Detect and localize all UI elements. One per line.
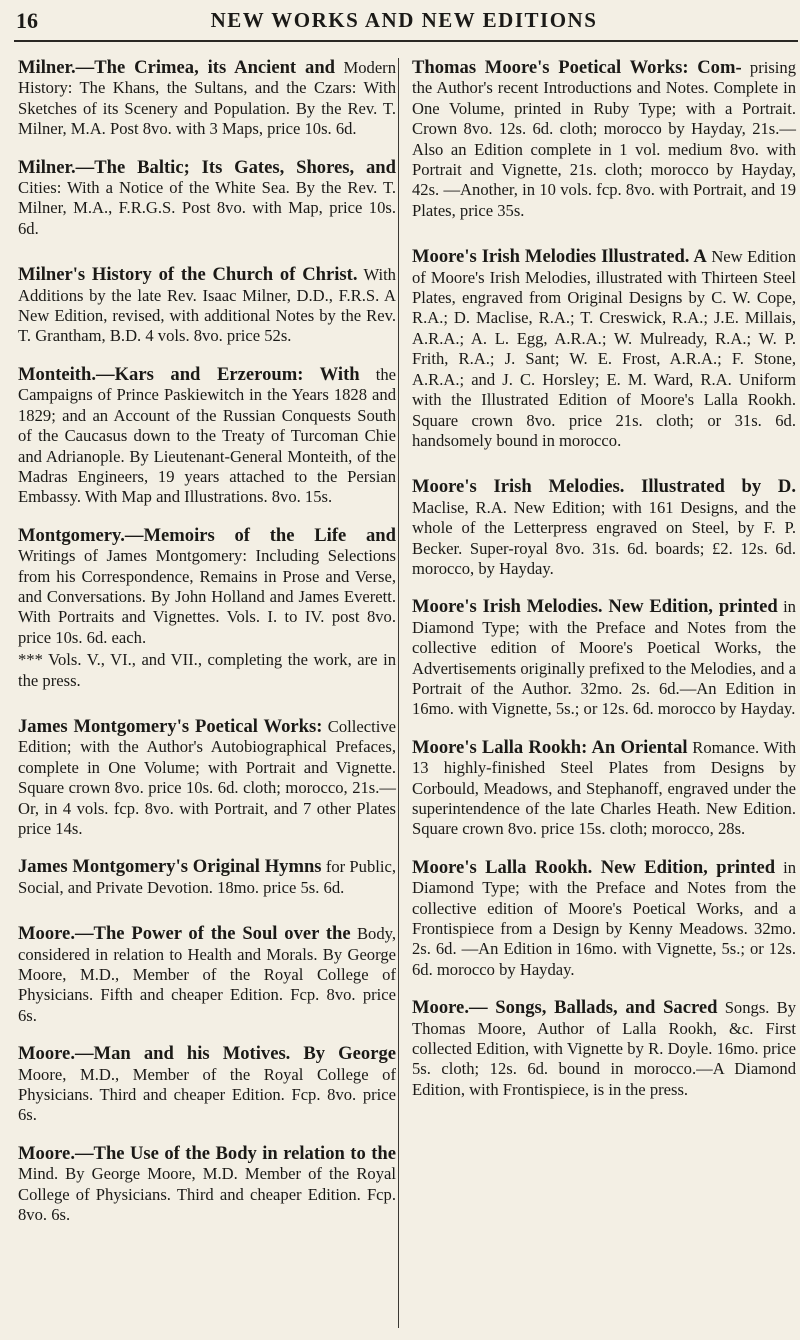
column-divider: [398, 58, 399, 1328]
entry-body: for Public, Social, and Private Devotion. 18mo. price 5s. 6d.: [18, 857, 396, 897]
catalogue-entry: [18, 365, 396, 508]
entry-head: Milner's History of the Church of Christ.: [18, 264, 358, 286]
entry-head: Thomas Moore's Poetical Works: Com-: [412, 57, 742, 78]
catalogue-entry: [412, 247, 796, 451]
catalogue-entry: [412, 58, 796, 221]
catalogue-entry: [18, 857, 396, 898]
entry-head: Moore's Irish Melodies. Illustrated by D.: [412, 476, 796, 498]
entry-body: Collective Edition; with the Author's Autobiographical Prefaces, complete in One Volume; with Portrait and Vignette. Square crown 8vo. price 10s. 6d. cloth; morocco, 21s.—Or, in 4 vols. fcp. 8vo. with Portrait, and 7 other Plates price 14s.: [18, 716, 396, 838]
entry-body: the Campaigns of Prince Paskiewitch in the Years 1828 and 1829; and an Account of the Russian Conquests South of the Caucasus down to the Treaty of Turcoman Chie and Adrianople. By Lieutenant-General Monteith, of the Madras Engineers, 19 years attached to the Persian Embassy. With Map and Illustrations. 8vo. 15s.: [18, 364, 396, 507]
catalogue-entry: [18, 265, 396, 347]
entry-body: New Edition of Moore's Irish Melodies, illustrated with Thirteen Steel Plates, engraved from Original Designs by C. W. Cope, R.A.; D. Maclise, R.A.; T. Creswick, R.A.; J.E. Millais, A.R.A.; A. L. Egg, A.R.A.; W. Mulready, R.A.; W. P. Frith, R.A.; J. Sant; W. E. Frost, A.R.A.; F. Stone, A.R.A.; and J. C. Horsley; E. M. Ward, R.A. Uniform with the Illustrated Edition of Moore's Lalla Rookh. Square crown 8vo. price 21s. cloth; or 31s. 6d. handsomely bound in morocco.: [412, 247, 796, 450]
running-title: NEW WORKS AND NEW EDITIONS: [210, 8, 598, 32]
entry-head: Milner.—The Baltic; Its Gates, Shores, and: [18, 156, 396, 178]
catalogue-entry: [412, 477, 796, 579]
left-column: [18, 58, 396, 1244]
catalogue-entry: [18, 526, 396, 691]
entry-body: Romance. With 13 highly-finished Steel Plates from Designs by Corbould, Meadows, and Stephanoff, engraved under the superintendence of the late Charles Heath. New Edition. Square crown 8vo. price 15s. cloth; morocco, 28s.: [412, 737, 796, 839]
catalogue-entry: [18, 924, 396, 1026]
catalogue-entry: [18, 717, 396, 839]
entry-head: Moore's Lalla Rookh. New Edition, printed: [412, 856, 776, 878]
entry-body: prising the Author's recent Introductions and Notes. Complete in One Volume, printed in Ruby Type; with a Portrait. Crown 8vo. 12s. 6d. cloth; morocco by Hayday, 21s.—Also an Edition complete in 1 vol. medium 8vo. with Portrait and Vignette, 21s. cloth; morocco by Hayday, 42s. —Another, in 10 vols. fcp. 8vo. with Portrait, and 19 Plates, price 35s.: [412, 58, 796, 220]
entry-body: Moore, M.D., Member of the Royal College of Physicians. Third and cheaper Edition. Fcp. 8vo. price 6s.: [18, 1064, 396, 1125]
entry-head: Moore.—Man and his Motives. By George: [18, 1043, 396, 1065]
entry-body: Songs. By Thomas Moore, Author of Lalla Rookh, &c. First collected Edition, with Vignette by R. Doyle. 16mo. price 5s. cloth; 12s. 6d. bound in morocco.—A Diamond Edition, with Frontispiece, is in the press.: [412, 998, 796, 1099]
page-number: 16: [16, 8, 38, 33]
entry-head: Moore.— Songs, Ballads, and Sacred: [412, 997, 718, 1019]
entry-head: Moore's Irish Melodies Illustrated. A: [412, 246, 707, 268]
entry-body: With Additions by the late Rev. Isaac Milner, D.D., F.R.S. A New Edition, revised, with additional Notes by the Rev. T. Grantham, B.D. 4 vols. 8vo. price 52s.: [18, 265, 396, 346]
entry-body: Writings of James Montgomery: Including Selections from his Correspondence, Remains in Prose and Verse, and Conversations. By John Holland and James Everett. With Portraits and Vignettes. Vols. I. to IV. post 8vo. price 10s. 6d. each.: [18, 546, 396, 647]
entry-head: Moore's Lalla Rookh: An Oriental: [412, 736, 688, 758]
header-rule: [14, 40, 798, 42]
entry-head: Moore.—The Power of the Soul over the: [18, 923, 351, 945]
catalogue-entry: [18, 158, 396, 240]
entry-head: Montgomery.—Memoirs of the Life and: [18, 524, 396, 546]
entry-body: Body, considered in relation to Health and Morals. By George Moore, M.D., Member of the Royal College of Physicians. Fifth and cheaper Edition. Fcp. 8vo. price 6s.: [18, 924, 396, 1025]
running-header: [14, 4, 794, 36]
entry-body: Mind. By George Moore, M.D. Member of the Royal College of Physicians. Third and cheaper Edition. Fcp. 8vo. 6s.: [18, 1164, 396, 1225]
catalogue-entry: [412, 858, 796, 980]
catalogue-entry: [18, 58, 396, 140]
entry-head: James Montgomery's Poetical Works:: [18, 715, 323, 737]
catalogue-entry: [18, 1044, 396, 1126]
right-column: [412, 58, 796, 1118]
entry-head: James Montgomery's Original Hymns: [18, 856, 322, 878]
entry-head: Moore's Irish Melodies. New Edition, printed: [412, 596, 778, 618]
entry-body: in Diamond Type; with the Preface and Notes from the collective edition of Moore's Poetical Works, and a Frontispiece from a Design by Kenny Meadows. 32mo. 2s. 6d. —An Edition in 16mo. with Vignette, 5s.; or 12s. 6d. morocco by Hayday.: [412, 857, 796, 979]
catalogue-entry: [412, 998, 796, 1100]
entry-head: Moore.—The Use of the Body in relation to the: [18, 1142, 396, 1164]
entry-head: Monteith.—Kars and Erzeroum: With: [18, 363, 360, 385]
entry-head: Milner.—The Crimea, its Ancient and: [18, 57, 336, 78]
entry-body: Cities: With a Notice of the White Sea. By the Rev. T. Milner, M.A., F.R.G.S. Post 8vo. with Map, price 10s. 6d.: [18, 178, 396, 238]
entry-body: in Diamond Type; with the Preface and Notes from the collective edition of Moore's Poetical Works, the Advertisements originally prefixed to the Melodies, and a Portrait of the Author. 32mo. 2s. 6d.—An Edition in 16mo. with Vignette, 5s.; or 12s. 6d. morocco by Hayday.: [412, 597, 796, 719]
catalogue-entry: [412, 597, 796, 719]
entry-body: Modern History: The Khans, the Sultans, and the Czars: With Sketches of its Scenery and Population. By the Rev. T. Milner, M.A. Post 8vo. with 3 Maps, price 10s. 6d.: [18, 58, 397, 139]
entry-body: Maclise, R.A. New Edition; with 161 Designs, and the whole of the Letterpress engraved on Steel, by F. P. Becker. Super-royal 8vo. 31s. 6d. boards; £2. 12s. 6d. morocco, by Hayday.: [412, 497, 796, 578]
entry-note: *** Vols. V., VI., and VII., completing the work, are in the press.: [18, 650, 396, 690]
catalogue-entry: [412, 738, 796, 840]
catalogue-entry: [18, 1144, 396, 1226]
